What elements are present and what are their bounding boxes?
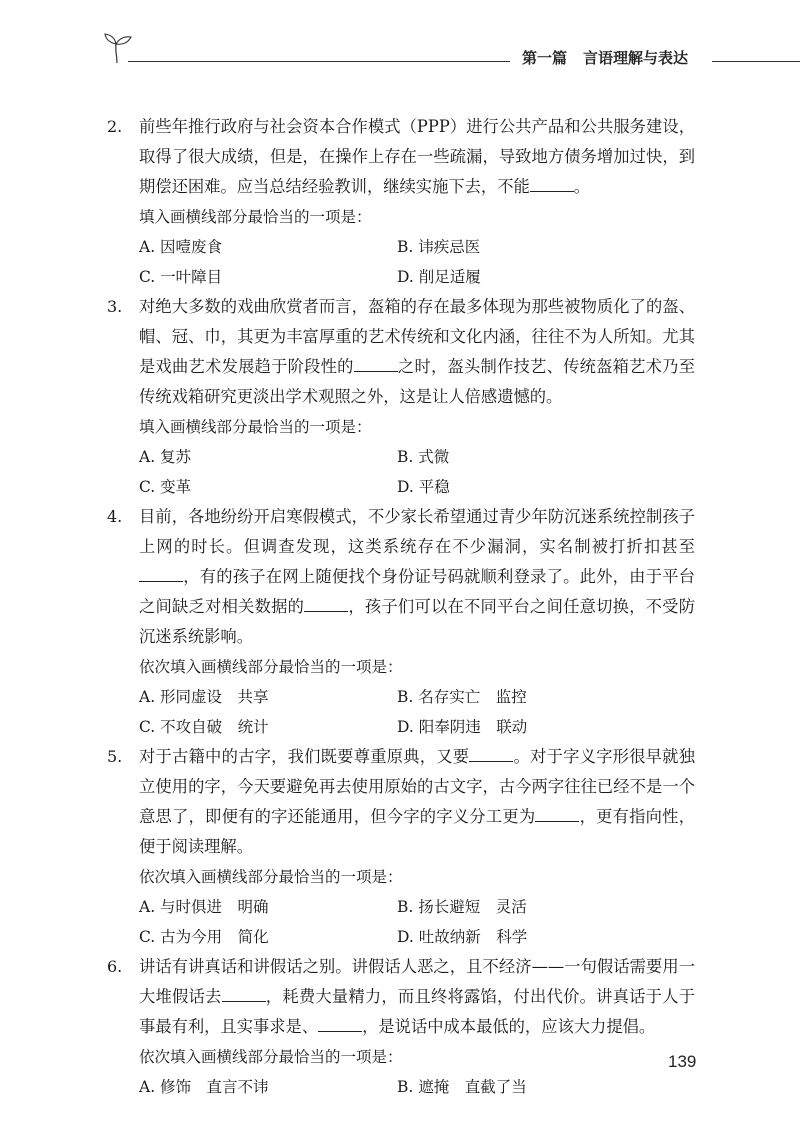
question-prompt: 依次填入画横线部分最恰当的一项是： xyxy=(139,658,403,676)
option-c: C. 古为今用 简化 xyxy=(139,928,269,946)
header-rule-left xyxy=(128,61,510,62)
question-6 xyxy=(0,952,800,1102)
answer-blank xyxy=(139,567,183,582)
options xyxy=(139,892,699,952)
question-number: 2. xyxy=(107,117,123,136)
page-number: 139 xyxy=(668,1052,697,1071)
option-a: A. 与时俱进 明确 xyxy=(139,898,269,916)
header-section: 言语理解与表达 xyxy=(583,49,689,67)
question-number: 3. xyxy=(107,297,123,316)
option-d: D. 吐故纳新 科学 xyxy=(397,928,528,946)
question-number: 4. xyxy=(107,507,123,526)
answer-blank xyxy=(535,807,579,822)
header-rule-right xyxy=(712,61,800,62)
sprout-icon xyxy=(103,30,133,64)
option-d: D. 阳奉阴违 联动 xyxy=(397,718,528,736)
option-a: A. 形同虚设 共享 xyxy=(139,688,269,706)
option-c: C. 变革 xyxy=(139,478,192,496)
answer-blank xyxy=(354,357,398,372)
question-4 xyxy=(0,502,800,742)
option-b: B. 扬长避短 灵活 xyxy=(397,898,527,916)
option-a: A. 复苏 xyxy=(139,448,192,466)
question-list xyxy=(0,112,800,1102)
question-stem: 讲话有讲真话和讲假话之别。讲假话人恶之，且不经济——一句假话需要用一大堆假话去 ，耗费大量精力，而且终将露馅，付出代价。讲真话于人于事最有利，且实事求是、 ，是说话中成本最低的，应该大力提倡。 xyxy=(139,957,695,1036)
option-c: C. 不攻自破 统计 xyxy=(139,718,269,736)
answer-blank xyxy=(222,987,266,1002)
question-prompt: 依次填入画横线部分最恰当的一项是： xyxy=(139,868,403,886)
option-b: B. 讳疾忌医 xyxy=(397,238,481,256)
question-stem: 对于古籍中的古字，我们既要尊重原典，又要 。对于字义字形很早就独立使用的字，今天要避免再去使用原始的古文字，古今两字往往已经不是一个意思了，即便有的字还能通用，但今字的字义分工更为 ，更有指向性，便于阅读理解。 xyxy=(139,747,695,856)
option-a: A. 因噎废食 xyxy=(139,238,223,256)
option-d: D. 削足适履 xyxy=(397,268,481,286)
question-prompt: 填入画横线部分最恰当的一项是： xyxy=(139,208,372,226)
question-stem: 目前，各地纷纷开启寒假模式，不少家长希望通过青少年防沉迷系统控制孩子上网的时长。但调查发现，这类系统存在不少漏洞，实名制被打折扣甚至，有的孩子在网上随便找个身份证号码就顺利登录了。此外，由于平台之间缺乏对相关数据的 ，孩子们可以在不同平台之间任意切换，不受防沉迷系统影响。 xyxy=(139,507,695,646)
running-header xyxy=(0,0,800,80)
question-prompt: 依次填入画横线部分最恰当的一项是： xyxy=(139,1048,403,1066)
question-prompt: 填入画横线部分最恰当的一项是： xyxy=(139,418,372,436)
options xyxy=(139,1072,699,1102)
options xyxy=(139,232,699,292)
answer-blank xyxy=(318,1017,362,1032)
option-b: B. 名存实亡 监控 xyxy=(397,688,527,706)
answer-blank xyxy=(304,597,348,612)
question-stem: 前些年推行政府与社会资本合作模式（PPP）进行公共产品和公共服务建设，取得了很大成绩，但是，在操作上存在一些疏漏，导致地方债务增加过快，到期偿还困难。应当总结经验教训，继续实施下去，不能 。 xyxy=(139,117,695,196)
answer-blank xyxy=(530,177,574,192)
option-b: B. 式微 xyxy=(397,448,450,466)
question-5 xyxy=(0,742,800,952)
option-d: D. 平稳 xyxy=(397,478,450,496)
question-stem: 对绝大多数的戏曲欣赏者而言，盔箱的存在最多体现为那些被物质化了的盔、帽、冠、巾，其更为丰富厚重的艺术传统和文化内涵，往往不为人所知。尤其是戏曲艺术发展趋于阶段性的 之时，盔头制作技艺、传统盔箱艺术乃至传统戏箱研究更淡出学术观照之外，这是让人倍感遗憾的。 xyxy=(139,297,695,406)
options xyxy=(139,682,699,742)
option-b: B. 遮掩 直截了当 xyxy=(397,1078,527,1096)
question-3 xyxy=(0,292,800,502)
header-title xyxy=(522,47,688,68)
option-a: A. 修饰 直言不讳 xyxy=(139,1078,269,1096)
options xyxy=(139,442,699,502)
question-number: 5. xyxy=(107,747,123,766)
option-c: C. 一叶障目 xyxy=(139,268,223,286)
question-2 xyxy=(0,112,800,292)
answer-blank xyxy=(469,747,513,762)
header-part: 第一篇 xyxy=(522,49,568,67)
question-number: 6. xyxy=(107,957,123,976)
